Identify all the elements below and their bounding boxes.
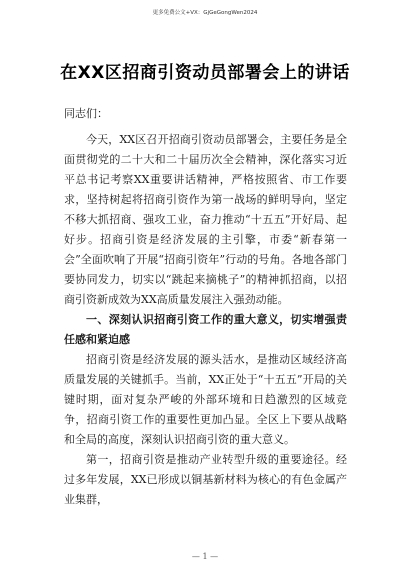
page-number: — 1 — <box>191 552 219 561</box>
salutation: 同志们： <box>64 107 108 120</box>
header-watermark: 更多免费公文+VX：GjGeGongWen2024 <box>152 10 258 16</box>
section-heading: 一、深刻认识招商引资工作的重大意义，切实增强责任感和紧迫感 <box>64 313 347 346</box>
document-title: 在XX区招商引资动员部署会上的讲话 <box>60 63 350 83</box>
body-paragraph: 招商引资是经济发展的源头活水，是推动区域经济高质量发展的关键抓手。当前，XX正处于“十五五”开局的关键时期，面对复杂严峻的外部环境和日趋激烈的区域竞争，招商引资工作的重要性更加凸显。全区上下要从战略和全局的高度，深刻认识招商引资的重大意义。 <box>64 353 347 446</box>
body-paragraph: 第一，招商引资是推动产业转型升级的重要途径。经过多年发展，XX已形成以铜基新材料为核心的有色金属产业集群， <box>64 453 347 506</box>
document-body <box>64 104 347 510</box>
body-paragraph: 今天，XX区召开招商引资动员部署会，主要任务是全面贯彻党的二十大和二十届历次全会精神，深化落实习近平总书记考察XX重要讲话精神，严格按照省、市工作要求，坚持树起将招商引资作为第一战场的鲜明导向，坚定不移大抓招商、强攻工业，奋力推动“十五五”开好局、起好步。招商引资是经济发展的主引擎，市委“新春第一会”全面吹响了开展“招商引资年”行动的号角。各地各部门要协同发力，切实以“跳起来摘桃子”的精神抓招商，以招商引资新成效为XX高质量发展注入强劲动能。 <box>64 133 347 306</box>
